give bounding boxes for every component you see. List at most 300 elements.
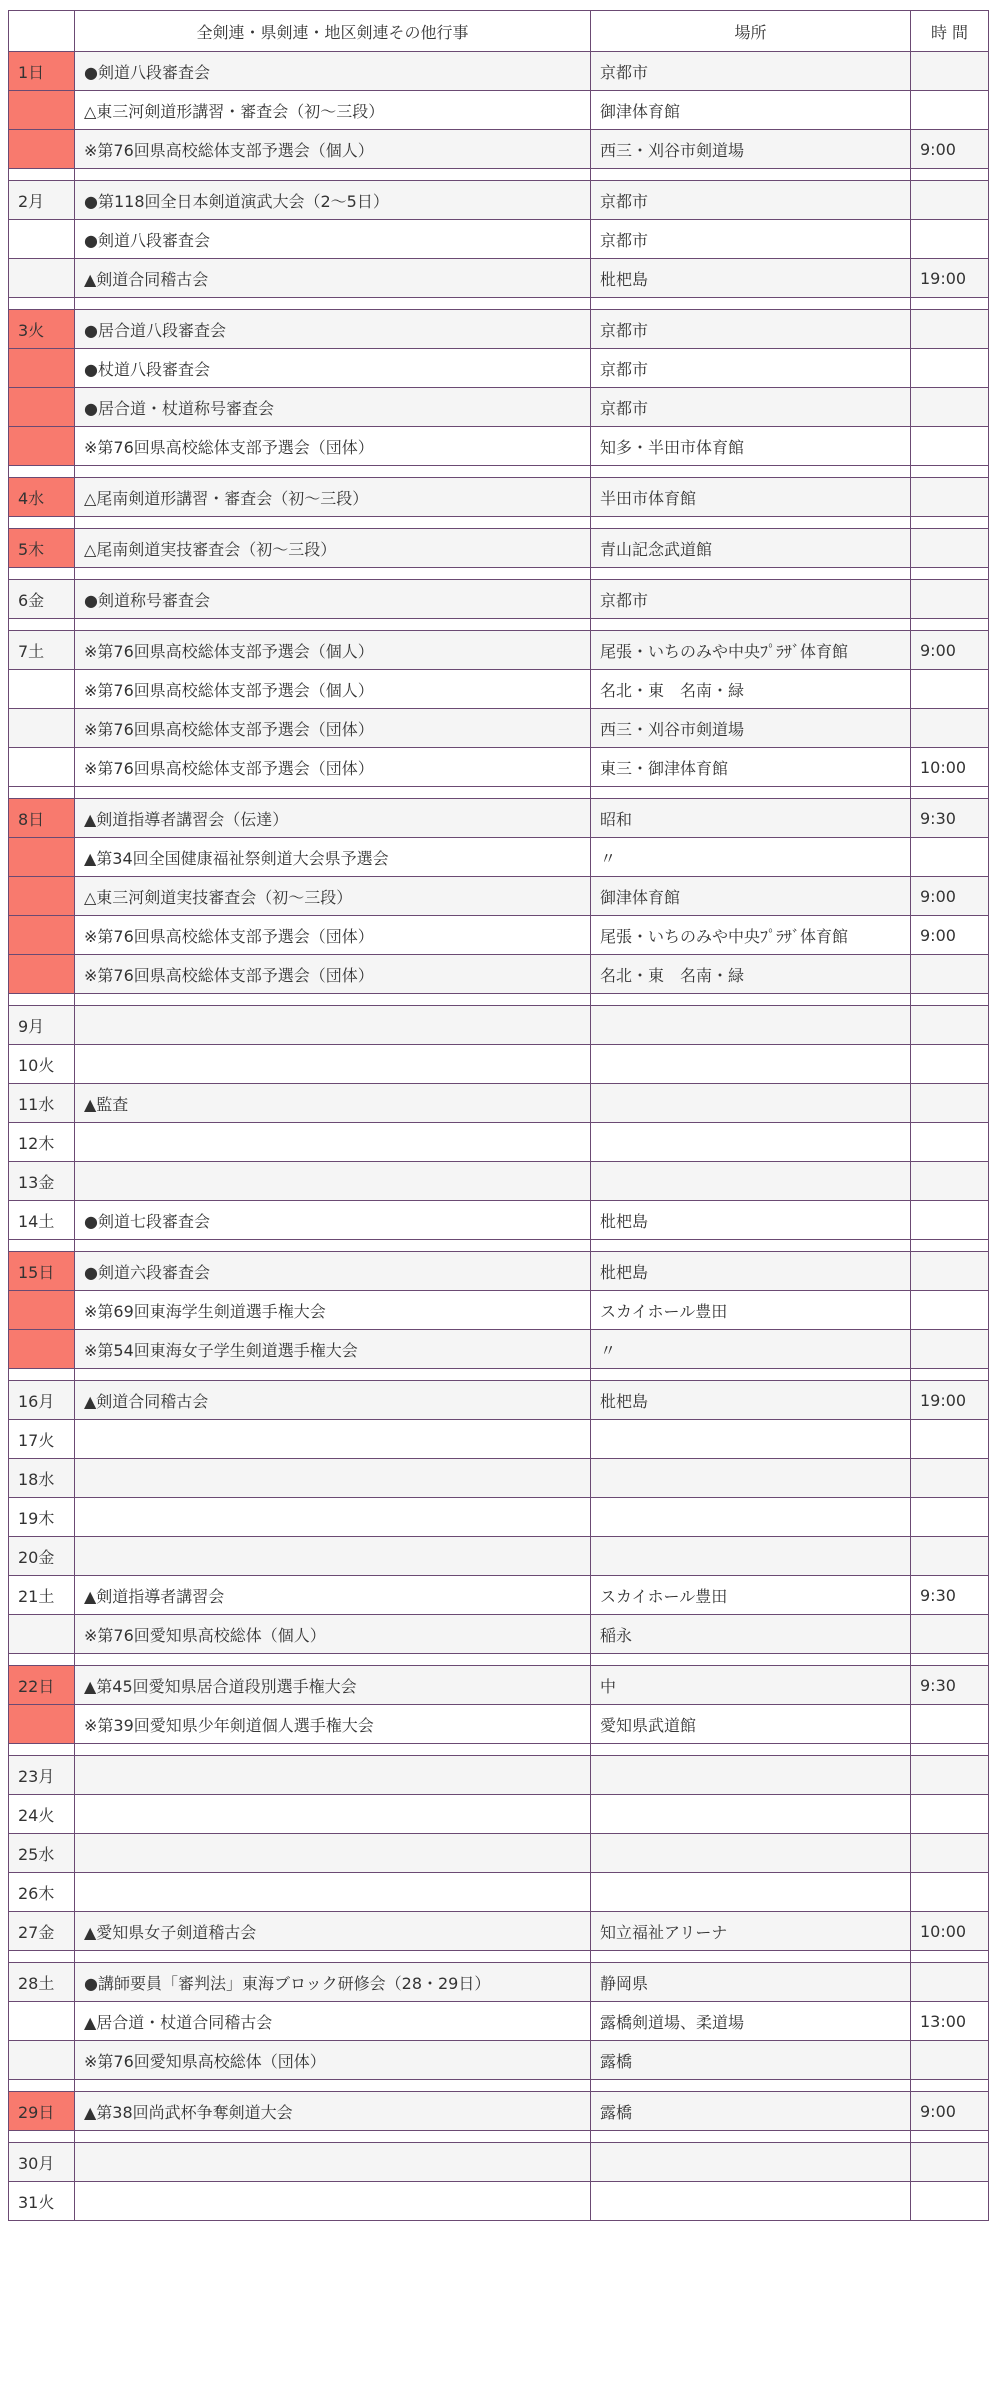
spacer-cell bbox=[9, 619, 75, 631]
spacer-cell bbox=[9, 1951, 75, 1963]
event-cell: ●剣道七段審査会 bbox=[75, 1201, 591, 1240]
event-cell bbox=[75, 1123, 591, 1162]
schedule-row bbox=[9, 1381, 989, 1420]
event-cell: ※第76回県高校総体支部予選会（団体） bbox=[75, 427, 591, 466]
schedule-row bbox=[9, 1834, 989, 1873]
time-cell bbox=[911, 670, 989, 709]
time-cell: 9:00 bbox=[911, 130, 989, 169]
date-cell: 12木 bbox=[9, 1123, 75, 1162]
schedule-row bbox=[9, 1615, 989, 1654]
spacer-cell bbox=[75, 1744, 591, 1756]
place-cell bbox=[591, 1084, 911, 1123]
date-cell bbox=[9, 91, 75, 130]
date-cell: 1日 bbox=[9, 52, 75, 91]
date-cell bbox=[9, 748, 75, 787]
spacer-cell bbox=[75, 2131, 591, 2143]
place-cell: 名北・東 名南・緑 bbox=[591, 670, 911, 709]
date-cell: 18水 bbox=[9, 1459, 75, 1498]
spacer-cell bbox=[591, 2131, 911, 2143]
date-cell: 27金 bbox=[9, 1912, 75, 1951]
time-cell bbox=[911, 181, 989, 220]
place-cell bbox=[591, 1123, 911, 1162]
schedule-row bbox=[9, 130, 989, 169]
header-time: 時 間 bbox=[911, 11, 989, 52]
event-cell: ※第76回県高校総体支部予選会（団体） bbox=[75, 916, 591, 955]
spacer-cell bbox=[591, 298, 911, 310]
date-cell: 13金 bbox=[9, 1162, 75, 1201]
date-cell: 17火 bbox=[9, 1420, 75, 1459]
time-cell bbox=[911, 1705, 989, 1744]
spacer-cell bbox=[911, 298, 989, 310]
time-cell bbox=[911, 91, 989, 130]
date-cell: 20金 bbox=[9, 1537, 75, 1576]
place-cell: 京都市 bbox=[591, 580, 911, 619]
place-cell: 〃 bbox=[591, 838, 911, 877]
schedule-row bbox=[9, 1123, 989, 1162]
date-cell bbox=[9, 259, 75, 298]
event-cell bbox=[75, 1006, 591, 1045]
event-cell: △尾南剣道形講習・審査会（初～三段） bbox=[75, 478, 591, 517]
date-cell: 26木 bbox=[9, 1873, 75, 1912]
schedule-row bbox=[9, 709, 989, 748]
event-cell: ※第76回県高校総体支部予選会（団体） bbox=[75, 955, 591, 994]
event-cell: △尾南剣道実技審査会（初～三段） bbox=[75, 529, 591, 568]
place-cell bbox=[591, 1756, 911, 1795]
time-cell: 19:00 bbox=[911, 1381, 989, 1420]
spacer-row bbox=[9, 994, 989, 1006]
time-cell bbox=[911, 529, 989, 568]
spacer-cell bbox=[591, 787, 911, 799]
schedule-row bbox=[9, 1420, 989, 1459]
date-cell: 6金 bbox=[9, 580, 75, 619]
date-cell bbox=[9, 670, 75, 709]
place-cell: 露橋 bbox=[591, 2092, 911, 2131]
event-cell: ●剣道称号審査会 bbox=[75, 580, 591, 619]
date-cell: 7土 bbox=[9, 631, 75, 670]
event-cell bbox=[75, 2143, 591, 2182]
spacer-cell bbox=[911, 1654, 989, 1666]
time-cell: 9:00 bbox=[911, 916, 989, 955]
date-cell: 25水 bbox=[9, 1834, 75, 1873]
date-cell bbox=[9, 349, 75, 388]
time-cell bbox=[911, 220, 989, 259]
place-cell: 京都市 bbox=[591, 181, 911, 220]
event-cell: ▲第34回全国健康福祉祭剣道大会県予選会 bbox=[75, 838, 591, 877]
place-cell: 知多・半田市体育館 bbox=[591, 427, 911, 466]
spacer-cell bbox=[591, 2080, 911, 2092]
time-cell: 9:00 bbox=[911, 877, 989, 916]
event-cell: △東三河剣道実技審査会（初～三段） bbox=[75, 877, 591, 916]
spacer-cell bbox=[591, 1951, 911, 1963]
place-cell: 京都市 bbox=[591, 388, 911, 427]
place-cell: 静岡県 bbox=[591, 1963, 911, 2002]
event-cell: ※第69回東海学生剣道選手権大会 bbox=[75, 1291, 591, 1330]
event-cell: ▲監査 bbox=[75, 1084, 591, 1123]
schedule-row bbox=[9, 478, 989, 517]
time-cell bbox=[911, 709, 989, 748]
schedule-row bbox=[9, 1873, 989, 1912]
spacer-row bbox=[9, 1951, 989, 1963]
time-cell bbox=[911, 955, 989, 994]
event-cell: ▲居合道・杖道合同稽古会 bbox=[75, 2002, 591, 2041]
time-cell: 9:00 bbox=[911, 631, 989, 670]
place-cell bbox=[591, 1420, 911, 1459]
spacer-cell bbox=[591, 568, 911, 580]
time-cell bbox=[911, 1873, 989, 1912]
event-cell: ●剣道八段審査会 bbox=[75, 220, 591, 259]
spacer-cell bbox=[591, 1369, 911, 1381]
spacer-cell bbox=[75, 517, 591, 529]
spacer-row bbox=[9, 1744, 989, 1756]
time-cell bbox=[911, 388, 989, 427]
spacer-cell bbox=[591, 169, 911, 181]
place-cell bbox=[591, 1498, 911, 1537]
date-cell: 14土 bbox=[9, 1201, 75, 1240]
spacer-cell bbox=[911, 466, 989, 478]
place-cell bbox=[591, 1537, 911, 1576]
time-cell bbox=[911, 1252, 989, 1291]
time-cell bbox=[911, 1795, 989, 1834]
spacer-cell bbox=[75, 1240, 591, 1252]
spacer-cell bbox=[9, 1369, 75, 1381]
date-cell bbox=[9, 1615, 75, 1654]
schedule-row bbox=[9, 1498, 989, 1537]
spacer-row bbox=[9, 2080, 989, 2092]
spacer-cell bbox=[9, 994, 75, 1006]
event-cell: ●居合道八段審査会 bbox=[75, 310, 591, 349]
schedule-row bbox=[9, 748, 989, 787]
schedule-row bbox=[9, 670, 989, 709]
event-cell bbox=[75, 1045, 591, 1084]
schedule-row bbox=[9, 1912, 989, 1951]
date-cell bbox=[9, 388, 75, 427]
event-cell: ▲第38回尚武杯争奪剣道大会 bbox=[75, 2092, 591, 2131]
date-cell bbox=[9, 2041, 75, 2080]
schedule-row bbox=[9, 1084, 989, 1123]
time-cell bbox=[911, 1084, 989, 1123]
spacer-cell bbox=[75, 787, 591, 799]
schedule-row bbox=[9, 52, 989, 91]
spacer-cell bbox=[9, 1654, 75, 1666]
place-cell bbox=[591, 1045, 911, 1084]
schedule-row bbox=[9, 310, 989, 349]
spacer-cell bbox=[75, 298, 591, 310]
date-cell: 29日 bbox=[9, 2092, 75, 2131]
place-cell bbox=[591, 1795, 911, 1834]
date-cell: 23月 bbox=[9, 1756, 75, 1795]
spacer-cell bbox=[9, 169, 75, 181]
time-cell bbox=[911, 1963, 989, 2002]
schedule-row bbox=[9, 1201, 989, 1240]
date-cell bbox=[9, 1291, 75, 1330]
event-cell: ※第76回県高校総体支部予選会（個人） bbox=[75, 130, 591, 169]
event-cell: ※第76回愛知県高校総体（団体） bbox=[75, 2041, 591, 2080]
place-cell: 京都市 bbox=[591, 349, 911, 388]
schedule-row bbox=[9, 955, 989, 994]
schedule-row bbox=[9, 877, 989, 916]
time-cell bbox=[911, 1330, 989, 1369]
place-cell bbox=[591, 1459, 911, 1498]
event-cell bbox=[75, 1537, 591, 1576]
schedule-body bbox=[9, 52, 989, 2221]
place-cell: 稲永 bbox=[591, 1615, 911, 1654]
time-cell bbox=[911, 1834, 989, 1873]
place-cell: 露橋剣道場、柔道場 bbox=[591, 2002, 911, 2041]
schedule-row bbox=[9, 1963, 989, 2002]
spacer-cell bbox=[911, 787, 989, 799]
spacer-cell bbox=[911, 619, 989, 631]
schedule-row bbox=[9, 2143, 989, 2182]
date-cell bbox=[9, 1705, 75, 1744]
header-event: 全剣連・県剣連・地区剣連その他行事 bbox=[75, 11, 591, 52]
place-cell: 知立福祉アリーナ bbox=[591, 1912, 911, 1951]
spacer-cell bbox=[9, 517, 75, 529]
schedule-row bbox=[9, 427, 989, 466]
spacer-row bbox=[9, 1654, 989, 1666]
time-cell bbox=[911, 310, 989, 349]
schedule-row bbox=[9, 1576, 989, 1615]
date-cell: 3火 bbox=[9, 310, 75, 349]
time-cell bbox=[911, 478, 989, 517]
event-cell: ▲剣道合同稽古会 bbox=[75, 259, 591, 298]
date-cell: 24火 bbox=[9, 1795, 75, 1834]
spacer-cell bbox=[75, 169, 591, 181]
spacer-cell bbox=[911, 994, 989, 1006]
event-cell: ▲剣道指導者講習会 bbox=[75, 1576, 591, 1615]
spacer-cell bbox=[75, 1369, 591, 1381]
schedule-row bbox=[9, 388, 989, 427]
schedule-row bbox=[9, 580, 989, 619]
schedule-row bbox=[9, 1162, 989, 1201]
spacer-row bbox=[9, 298, 989, 310]
schedule-row bbox=[9, 349, 989, 388]
schedule-row bbox=[9, 2182, 989, 2221]
spacer-cell bbox=[911, 1369, 989, 1381]
spacer-row bbox=[9, 1240, 989, 1252]
date-cell: 21土 bbox=[9, 1576, 75, 1615]
place-cell: 京都市 bbox=[591, 310, 911, 349]
spacer-row bbox=[9, 787, 989, 799]
schedule-row bbox=[9, 916, 989, 955]
time-cell bbox=[911, 2143, 989, 2182]
spacer-cell bbox=[911, 517, 989, 529]
spacer-cell bbox=[75, 466, 591, 478]
spacer-cell bbox=[9, 787, 75, 799]
header-row bbox=[9, 11, 989, 52]
place-cell: 枇杷島 bbox=[591, 1201, 911, 1240]
event-cell: ●居合道・杖道称号審査会 bbox=[75, 388, 591, 427]
spacer-cell bbox=[591, 619, 911, 631]
time-cell bbox=[911, 2041, 989, 2080]
spacer-cell bbox=[911, 568, 989, 580]
place-cell: 名北・東 名南・緑 bbox=[591, 955, 911, 994]
date-cell: 5木 bbox=[9, 529, 75, 568]
time-cell: 19:00 bbox=[911, 259, 989, 298]
spacer-cell bbox=[911, 1744, 989, 1756]
spacer-cell bbox=[591, 1240, 911, 1252]
place-cell: 御津体育館 bbox=[591, 877, 911, 916]
spacer-cell bbox=[911, 1951, 989, 1963]
schedule-row bbox=[9, 1330, 989, 1369]
time-cell bbox=[911, 1537, 989, 1576]
place-cell: 露橋 bbox=[591, 2041, 911, 2080]
spacer-cell bbox=[591, 517, 911, 529]
time-cell: 9:30 bbox=[911, 1576, 989, 1615]
date-cell bbox=[9, 1330, 75, 1369]
date-cell: 9月 bbox=[9, 1006, 75, 1045]
spacer-cell bbox=[911, 2080, 989, 2092]
date-cell bbox=[9, 955, 75, 994]
time-cell: 9:30 bbox=[911, 1666, 989, 1705]
schedule-row bbox=[9, 259, 989, 298]
schedule-row bbox=[9, 838, 989, 877]
date-cell: 15日 bbox=[9, 1252, 75, 1291]
schedule-row bbox=[9, 2041, 989, 2080]
spacer-cell bbox=[9, 466, 75, 478]
spacer-cell bbox=[9, 568, 75, 580]
event-cell bbox=[75, 2182, 591, 2221]
place-cell: 京都市 bbox=[591, 52, 911, 91]
place-cell: 青山記念武道館 bbox=[591, 529, 911, 568]
time-cell bbox=[911, 1498, 989, 1537]
spacer-cell bbox=[591, 994, 911, 1006]
place-cell bbox=[591, 1873, 911, 1912]
event-cell: ●第118回全日本剣道演武大会（2～5日） bbox=[75, 181, 591, 220]
event-cell bbox=[75, 1756, 591, 1795]
place-cell bbox=[591, 1834, 911, 1873]
place-cell: 西三・刈谷市剣道場 bbox=[591, 130, 911, 169]
time-cell: 13:00 bbox=[911, 2002, 989, 2041]
time-cell bbox=[911, 349, 989, 388]
place-cell bbox=[591, 1006, 911, 1045]
schedule-row bbox=[9, 181, 989, 220]
spacer-cell bbox=[9, 1744, 75, 1756]
place-cell: 御津体育館 bbox=[591, 91, 911, 130]
place-cell: 枇杷島 bbox=[591, 259, 911, 298]
place-cell: スカイホール豊田 bbox=[591, 1291, 911, 1330]
spacer-row bbox=[9, 1369, 989, 1381]
spacer-cell bbox=[75, 1951, 591, 1963]
event-cell: ▲第45回愛知県居合道段別選手権大会 bbox=[75, 1666, 591, 1705]
schedule-row bbox=[9, 1045, 989, 1084]
time-cell bbox=[911, 1291, 989, 1330]
spacer-row bbox=[9, 466, 989, 478]
spacer-cell bbox=[911, 2131, 989, 2143]
event-cell bbox=[75, 1162, 591, 1201]
schedule-row bbox=[9, 2092, 989, 2131]
date-cell: 10火 bbox=[9, 1045, 75, 1084]
place-cell: 尾張・いちのみや中央ﾌﾟﾗｻﾞ体育館 bbox=[591, 631, 911, 670]
time-cell bbox=[911, 52, 989, 91]
time-cell bbox=[911, 1756, 989, 1795]
schedule-row bbox=[9, 1252, 989, 1291]
event-cell bbox=[75, 1459, 591, 1498]
event-cell: ▲愛知県女子剣道稽古会 bbox=[75, 1912, 591, 1951]
date-cell: 16月 bbox=[9, 1381, 75, 1420]
date-cell bbox=[9, 877, 75, 916]
date-cell bbox=[9, 916, 75, 955]
time-cell: 10:00 bbox=[911, 748, 989, 787]
date-cell: 2月 bbox=[9, 181, 75, 220]
time-cell bbox=[911, 1006, 989, 1045]
event-cell bbox=[75, 1873, 591, 1912]
schedule-row bbox=[9, 1705, 989, 1744]
time-cell: 9:30 bbox=[911, 799, 989, 838]
event-cell: ※第76回県高校総体支部予選会（団体） bbox=[75, 709, 591, 748]
time-cell bbox=[911, 2182, 989, 2221]
spacer-row bbox=[9, 2131, 989, 2143]
event-cell: ※第76回愛知県高校総体（個人） bbox=[75, 1615, 591, 1654]
event-cell: ●講師要員「審判法」東海ブロック研修会（28・29日） bbox=[75, 1963, 591, 2002]
place-cell: 枇杷島 bbox=[591, 1381, 911, 1420]
schedule-row bbox=[9, 220, 989, 259]
date-cell: 4水 bbox=[9, 478, 75, 517]
date-cell bbox=[9, 838, 75, 877]
schedule-row bbox=[9, 1459, 989, 1498]
event-cell: ※第76回県高校総体支部予選会（団体） bbox=[75, 748, 591, 787]
event-cell bbox=[75, 1498, 591, 1537]
spacer-cell bbox=[75, 1654, 591, 1666]
event-cell: ●剣道六段審査会 bbox=[75, 1252, 591, 1291]
place-cell: 西三・刈谷市剣道場 bbox=[591, 709, 911, 748]
place-cell bbox=[591, 2143, 911, 2182]
date-cell: 19木 bbox=[9, 1498, 75, 1537]
date-cell bbox=[9, 220, 75, 259]
time-cell: 10:00 bbox=[911, 1912, 989, 1951]
schedule-row bbox=[9, 2002, 989, 2041]
spacer-cell bbox=[75, 619, 591, 631]
date-cell: 30月 bbox=[9, 2143, 75, 2182]
date-cell: 31火 bbox=[9, 2182, 75, 2221]
spacer-cell bbox=[911, 1240, 989, 1252]
time-cell bbox=[911, 1420, 989, 1459]
event-cell: ▲剣道指導者講習会（伝達） bbox=[75, 799, 591, 838]
time-cell bbox=[911, 1615, 989, 1654]
event-cell: ※第54回東海女子学生剣道選手権大会 bbox=[75, 1330, 591, 1369]
time-cell bbox=[911, 1123, 989, 1162]
event-cell: ※第39回愛知県少年剣道個人選手権大会 bbox=[75, 1705, 591, 1744]
place-cell: 尾張・いちのみや中央ﾌﾟﾗｻﾞ体育館 bbox=[591, 916, 911, 955]
schedule-table bbox=[8, 10, 989, 2221]
time-cell bbox=[911, 427, 989, 466]
spacer-cell bbox=[591, 466, 911, 478]
spacer-cell bbox=[591, 1744, 911, 1756]
spacer-cell bbox=[911, 169, 989, 181]
place-cell: 半田市体育館 bbox=[591, 478, 911, 517]
date-cell: 22日 bbox=[9, 1666, 75, 1705]
event-cell: ※第76回県高校総体支部予選会（個人） bbox=[75, 631, 591, 670]
place-cell: 枇杷島 bbox=[591, 1252, 911, 1291]
spacer-cell bbox=[9, 298, 75, 310]
place-cell bbox=[591, 1162, 911, 1201]
time-cell bbox=[911, 838, 989, 877]
schedule-row bbox=[9, 529, 989, 568]
date-cell bbox=[9, 427, 75, 466]
event-cell: ●剣道八段審査会 bbox=[75, 52, 591, 91]
schedule-row bbox=[9, 1537, 989, 1576]
time-cell bbox=[911, 1045, 989, 1084]
schedule-row bbox=[9, 1006, 989, 1045]
schedule-row bbox=[9, 1795, 989, 1834]
date-cell: 28土 bbox=[9, 1963, 75, 2002]
place-cell: 京都市 bbox=[591, 220, 911, 259]
place-cell: スカイホール豊田 bbox=[591, 1576, 911, 1615]
time-cell bbox=[911, 1459, 989, 1498]
schedule-row bbox=[9, 1291, 989, 1330]
date-cell bbox=[9, 2002, 75, 2041]
event-cell bbox=[75, 1420, 591, 1459]
header-place: 場所 bbox=[591, 11, 911, 52]
